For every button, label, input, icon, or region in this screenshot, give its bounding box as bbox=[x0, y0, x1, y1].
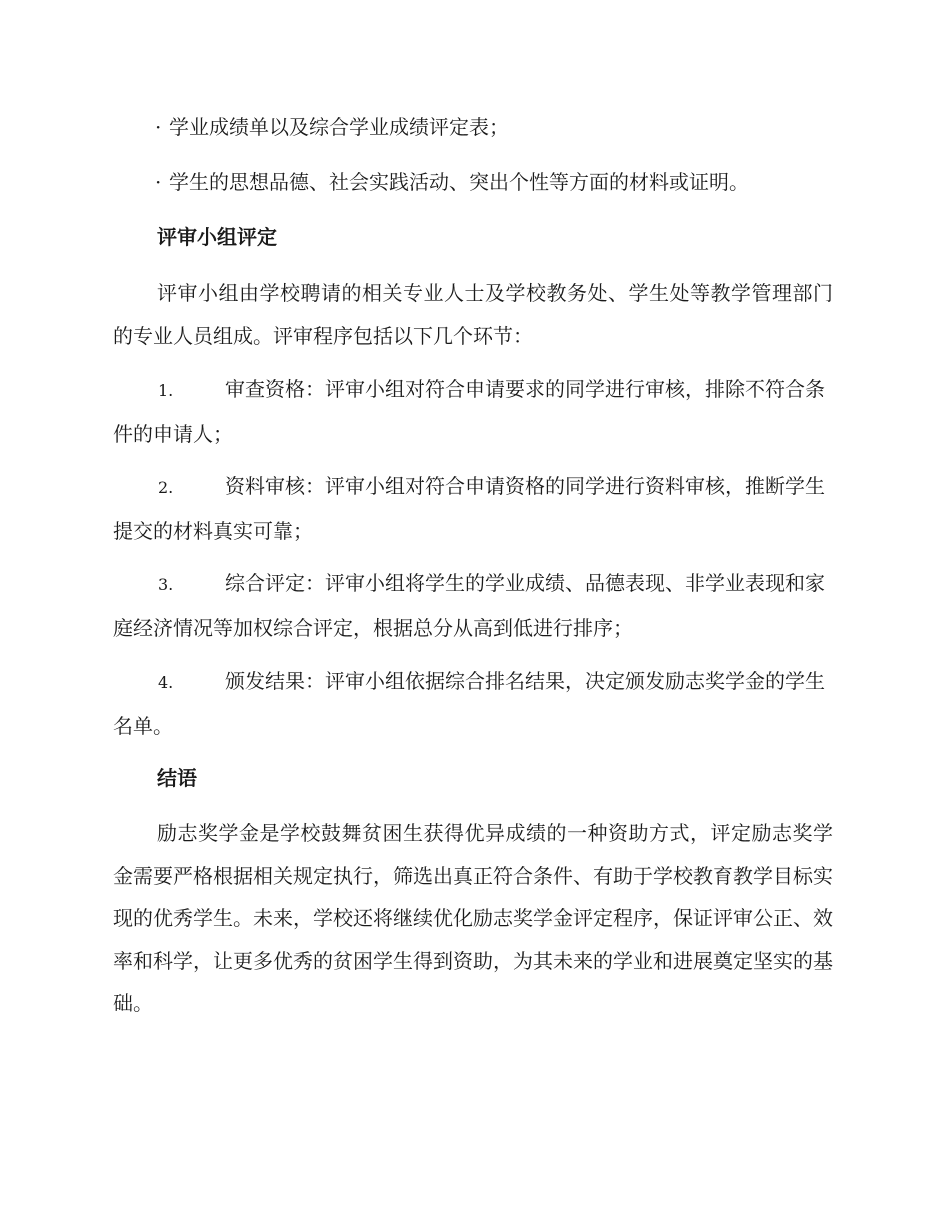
section-heading-review: 评审小组评定 bbox=[157, 225, 277, 249]
bullet-item-materials bbox=[155, 170, 749, 194]
bullet-marker: · bbox=[155, 115, 162, 139]
review-intro-paragraph: 评审小组由学校聘请的相关专业人士及学校教务处、学生处等教学管理部门的专业人员组成。评审程序包括以下几个环节： bbox=[113, 281, 833, 348]
bullet-text: 学生的思想品德、社会实践活动、突出个性等方面的材料或证明。 bbox=[169, 170, 749, 194]
bullet-item-transcript bbox=[155, 115, 509, 139]
step-number: 1. bbox=[158, 381, 174, 400]
step-text: 颁发结果：评审小组依据综合排名结果，决定颁发励志奖学金的学生名单。 bbox=[113, 669, 825, 738]
bullet-marker: · bbox=[155, 170, 162, 194]
review-step-2 bbox=[113, 465, 833, 552]
step-text: 资料审核：评审小组对符合申请资格的同学进行资料审核，推断学生提交的材料真实可靠； bbox=[113, 474, 825, 543]
review-step-4 bbox=[113, 660, 833, 747]
step-text: 审查资格：评审小组对符合申请要求的同学进行审核，排除不符合条件的申请人； bbox=[113, 377, 825, 446]
step-number: 4. bbox=[158, 673, 174, 692]
step-number: 2. bbox=[158, 478, 174, 497]
step-text: 综合评定：评审小组将学生的学业成绩、品德表现、非学业表现和家庭经济情况等加权综合评定，根据总分从高到低进行排序； bbox=[113, 571, 825, 640]
review-step-3 bbox=[113, 562, 833, 649]
step-number: 3. bbox=[158, 575, 174, 594]
bullet-text: 学业成绩单以及综合学业成绩评定表； bbox=[169, 115, 509, 139]
review-step-1 bbox=[113, 368, 833, 455]
section-heading-conclusion: 结语 bbox=[157, 766, 197, 790]
conclusion-paragraph: 励志奖学金是学校鼓舞贫困生获得优异成绩的一种资助方式，评定励志奖学金需要严格根据相关规定执行，筛选出真正符合条件、有助于学校教育教学目标实现的优秀学生。未来，学校还将继续优化励志奖学金评定程序，保证评审公正、效率和科学，让更多优秀的贫困学生得到资助，为其未来的学业和进展奠定坚实的基础。 bbox=[113, 821, 833, 1015]
